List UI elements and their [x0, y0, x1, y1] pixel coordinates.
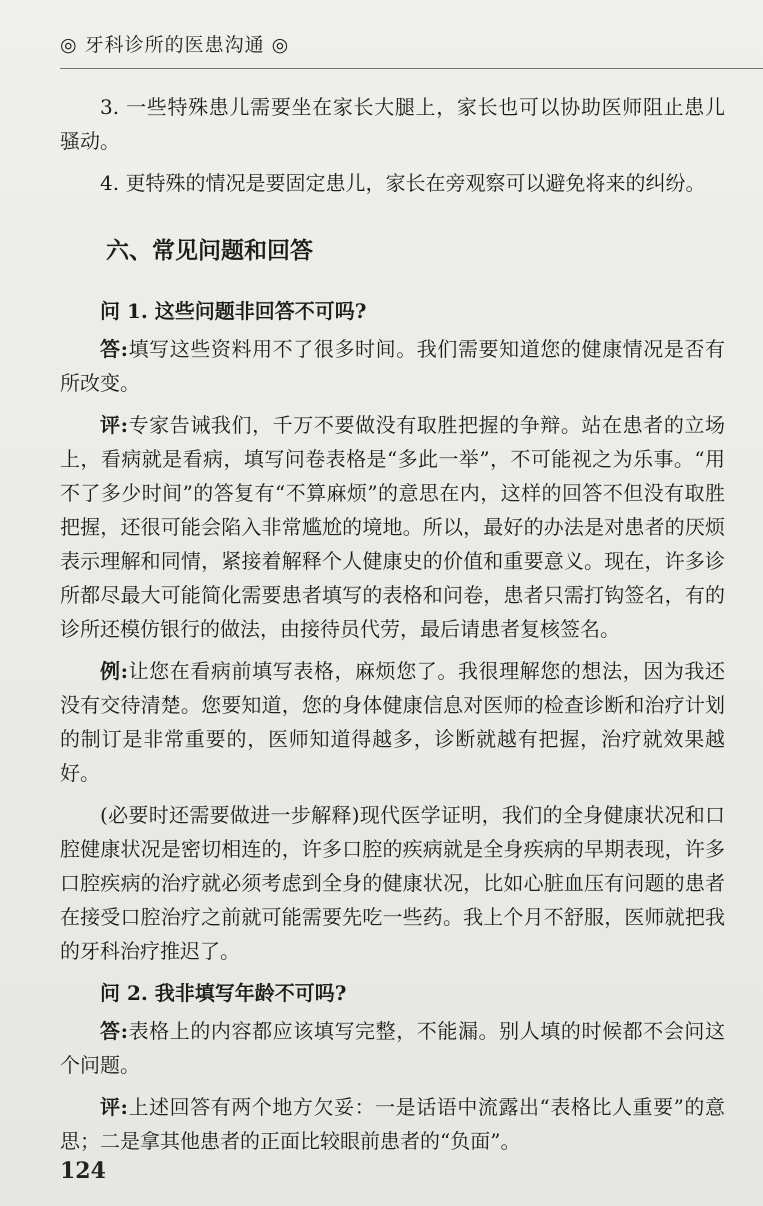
list-item-3: 3. 一些特殊患儿需要坐在家长大腿上，家长也可以协助医师阻止患儿骚动。	[60, 95, 725, 153]
comment-1-lead: 评:	[100, 413, 128, 437]
comment-1-text: 专家告诫我们，千万不要做没有取胜把握的争辩。站在患者的立场上，看病就是看病，填写问卷表格是“多此一举”，不可能视之为乐事。“用不了多少时间”的答复有“不算麻烦”的意思在内，这样的回答不但没有取胜把握，还很可能会陷入非常尴尬的境地。所以，最好的办法是对患者的厌烦表示理解和同情，紧接着解释个人健康史的价值和重要意义。现在，许多诊所都尽最大可能简化需要患者填写的表格和问卷，患者只需打钩签名，有的诊所还模仿银行的做法，由接待员代劳，最后请患者复核签名。	[60, 413, 726, 641]
question-1: 问 1. 这些问题非回答不可吗?	[100, 299, 367, 323]
question-2: 问 2. 我非填写年龄不可吗?	[100, 981, 347, 1005]
comment-2	[60, 1090, 725, 1158]
answer-2	[60, 1014, 725, 1082]
header-rule	[60, 68, 763, 69]
comment-1	[60, 408, 725, 646]
answer-2-text: 表格上的内容都应该填写完整，不能漏。别人填的时候都不会问这个问题。	[60, 1019, 726, 1077]
further-explanation: (必要时还需要做进一步解释)现代医学证明，我们的全身健康状况和口腔健康状况是密切相连的，许多口腔的疾病就是全身疾病的早期表现，许多口腔疾病的治疗就必须考虑到全身的健康状况，比如心脏血压有问题的患者在接受口腔治疗之前就可能需要先吃一些药。我上个月不舒服，医师就把我的牙科治疗推迟了。	[60, 803, 725, 963]
answer-1-text: 填写这些资料用不了很多时间。我们需要知道您的健康情况是否有所改变。	[60, 337, 726, 395]
answer-1-lead: 答:	[100, 337, 128, 361]
running-header: ◎ 牙科诊所的医患沟通 ◎	[60, 34, 290, 56]
page-body	[60, 90, 725, 1166]
answer-2-lead: 答:	[100, 1019, 128, 1043]
answer-1	[60, 332, 725, 400]
example-1-lead: 例:	[100, 659, 128, 683]
comment-2-text: 上述回答有两个地方欠妥：一是话语中流露出“表格比人重要”的意思；二是拿其他患者的正面比较眼前患者的“负面”。	[60, 1095, 725, 1153]
page-number: 124	[60, 1158, 106, 1184]
example-1	[60, 654, 725, 790]
comment-2-lead: 评:	[100, 1095, 128, 1119]
section-title: 六、常见问题和回答	[106, 238, 313, 264]
example-1-text: 让您在看病前填写表格，麻烦您了。我很理解您的想法，因为我还没有交待清楚。您要知道，您的身体健康信息对医师的检查诊断和治疗计划的制订是非常重要的，医师知道得越多，诊断就越有把握，治疗就效果越好。	[60, 659, 726, 785]
list-item-4: 4. 更特殊的情况是要固定患儿，家长在旁观察可以避免将来的纠纷。	[100, 171, 706, 195]
